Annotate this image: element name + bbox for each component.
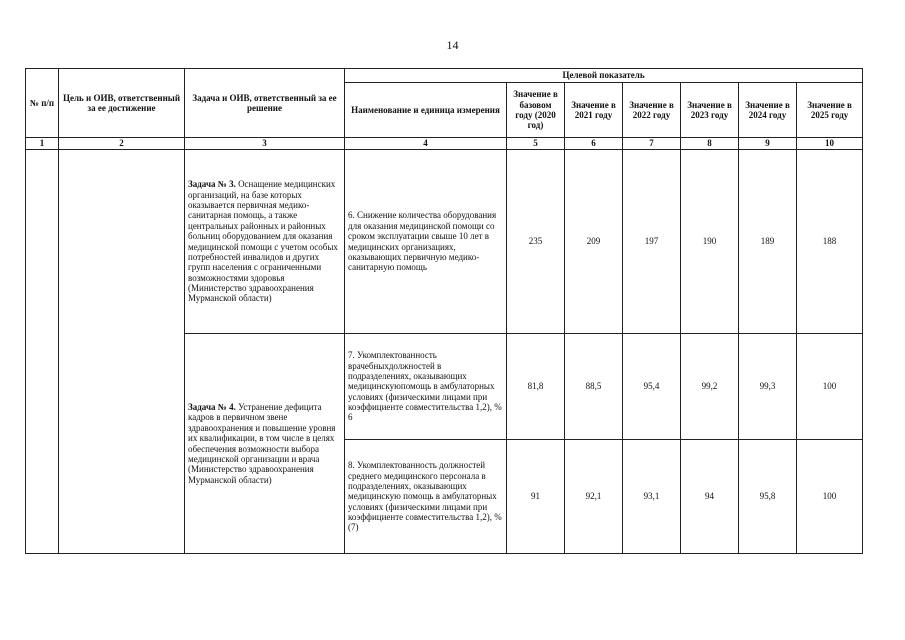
indicator-6-name: 6. Снижение количества оборудования для оказания медицинской помощи со сроком эксплуатации свыше 10 лет в медицинских организациях, оказывающих первичную медико-санитарную помощь	[345, 150, 507, 334]
indicator-7-2021: 88,5	[565, 334, 623, 440]
indicator-8-2021: 92,1	[565, 440, 623, 554]
header-2025: Значение в 2025 году	[797, 83, 863, 138]
indicator-7-2023: 99,2	[681, 334, 739, 440]
header-2024: Значение в 2024 году	[739, 83, 797, 138]
indicator-6-2022: 197	[623, 150, 681, 334]
indicator-7-2024: 99,3	[739, 334, 797, 440]
header-target: Целевой показатель	[345, 69, 863, 83]
header-num: № п/п	[26, 69, 59, 138]
task-4-title: Задача № 4.	[188, 402, 236, 413]
header-name: Наименование и единица измерения	[345, 83, 507, 138]
indicator-7-name: 7. Укомплектованность врачебныхдолжностей в подразделениях, оказывающих медицинскуюпомощь в амбулаторных условиях (физическими лицами при коэффициенте совместительства 1,2), % 6	[345, 334, 507, 440]
indicator-6-2021: 209	[565, 150, 623, 334]
table-row	[26, 150, 863, 334]
column-number: 4	[345, 138, 507, 150]
task-3-text: Оснащение медицинских организаций, на базе которых оказывается первичная медико-санитарная помощь, а также центральных районных и районных больниц оборудованием для оказания медицинской помощи с учетом особых потребностей инвалидов и других групп населения с ограниченными возможностями здоровья (Министерство здравоохранения Мурманской области)	[188, 179, 338, 304]
column-number: 8	[681, 138, 739, 150]
header-task: Задача и ОИВ, ответственный за ее решение	[185, 69, 345, 138]
indicator-6-2025: 188	[797, 150, 863, 334]
column-number-row	[26, 138, 863, 150]
task-4-cell	[185, 334, 345, 554]
goal-cell	[59, 150, 185, 554]
header-goal: Цель и ОИВ, ответственный за ее достижение	[59, 69, 185, 138]
column-number: 1	[26, 138, 59, 150]
task-3-title: Задача № 3.	[188, 179, 236, 190]
target-indicators-table	[25, 68, 863, 554]
indicator-6-2023: 190	[681, 150, 739, 334]
indicator-6-2024: 189	[739, 150, 797, 334]
indicator-8-2024: 95,8	[739, 440, 797, 554]
indicator-7-2022: 95,4	[623, 334, 681, 440]
header-2023: Значение в 2023 году	[681, 83, 739, 138]
indicator-8-base: 91	[507, 440, 565, 554]
indicator-7-2025: 100	[797, 334, 863, 440]
indicator-8-2023: 94	[681, 440, 739, 554]
indicator-8-2022: 93,1	[623, 440, 681, 554]
column-number: 2	[59, 138, 185, 150]
num-cell	[26, 150, 59, 554]
header-2022: Значение в 2022 году	[623, 83, 681, 138]
task-4-text: Устранение дефицита кадров в первичном звене здравоохранения и повышение уровня их квалификации, в том числе в целях обеспечения возможности выбора медицинской организации и врача (Министерство здравоохранения Мурманской области)	[188, 402, 336, 485]
indicator-6-base: 235	[507, 150, 565, 334]
column-number: 7	[623, 138, 681, 150]
indicator-8-2025: 100	[797, 440, 863, 554]
header-base: Значение в базовом году (2020 год)	[507, 83, 565, 138]
column-number: 6	[565, 138, 623, 150]
column-number: 9	[739, 138, 797, 150]
column-number: 10	[797, 138, 863, 150]
indicator-7-base: 81,8	[507, 334, 565, 440]
indicator-8-name: 8. Укомплектованность должностей среднего медицинского персонала в подразделениях, оказывающих медицинскую помощь в амбулаторных условиях (физическими лицами при коэффициенте совместительства 1,2), % (7)	[345, 440, 507, 554]
header-2021: Значение в 2021 году	[565, 83, 623, 138]
column-number: 5	[507, 138, 565, 150]
task-3-cell	[185, 150, 345, 334]
column-number: 3	[185, 138, 345, 150]
page-number: 14	[446, 38, 459, 52]
